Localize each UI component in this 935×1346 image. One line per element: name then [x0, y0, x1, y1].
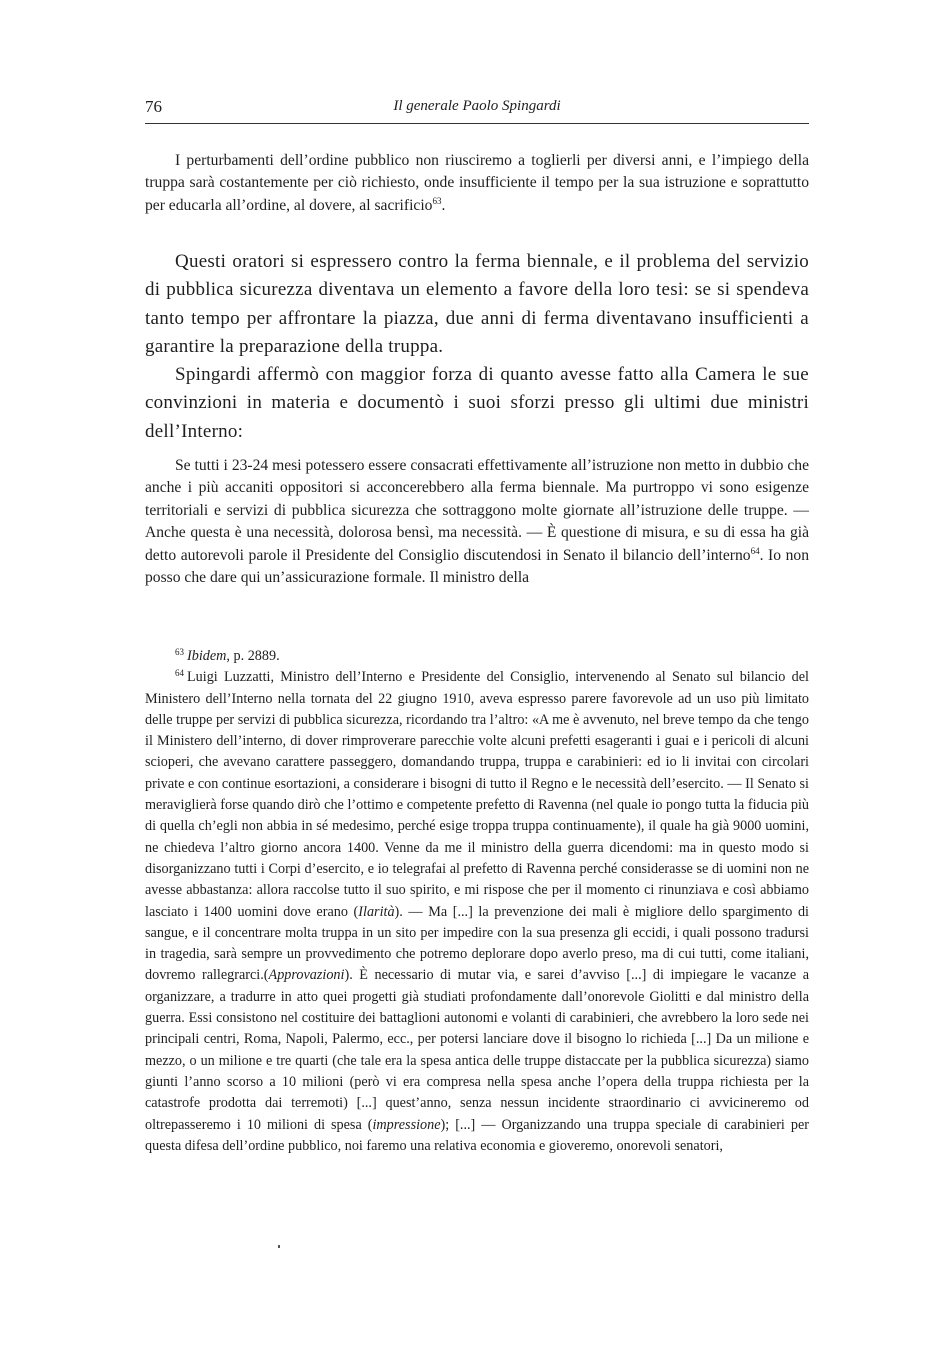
footnote-text: ); [...] — Organizzando una truppa speciale di carabinieri per questa difesa dell’ordine pubblico, noi faremo una relativa economia e gioveremo, onorevoli senatori, — [145, 1116, 809, 1154]
block-quote-2 — [145, 455, 809, 589]
footnote-text: ). È necessario di mutar via, e sarei d’avviso [...] di impiegare le vacanze a organizzare, a tradurre in atto quei progetti già studiati profondamente dall’onorevole Giolitti e dal ministro della guerra. Essi consistono nel costituire dei battaglioni autonomi e volanti di carabinieri, che avrebbero la loro sede nei principali centri, Roma, Napoli, Palermo, ecc., per potersi lanciare dove il bisogno lo richieda [...] Da un milione e mezzo, o un milione e tre quarti (che tale era la spesa antica delle truppe distaccate per la pubblica sicurezza) siamo giunti l’anno scorso a 10 milioni (però vi era compresa nella spesa anche l’opera della truppa richiesta per la catastrofe prodotta dai terremoti) [...] quest’anno, senza nessun incidente straordinario ci avvicineremo od oltrepasseremo i 10 milioni di spesa ( — [145, 967, 809, 1133]
footnote-63 — [145, 646, 809, 667]
footnote-number: 63 — [175, 647, 184, 657]
footnote-text: ). — Ma [...] la prevenzione dei mali è migliore dello spargimento di sangue, e il concentrare molta truppa in un sito per impedire con la sua presenza gli eccidi, i quali possono tradursi in tragedia, sarà sempre un provvedimento che potremo deplorare dopo averlo preso, ma di cui tutti, come italiani, dovremo rallegrarci.( — [145, 903, 809, 984]
quote-end: . — [441, 196, 446, 214]
footnote-text: Luigi Luzzatti, Ministro dell’Interno e Presidente del Consiglio, intervenendo al Senato sul bilancio del Ministero dell’Interno nella tornata del 22 giugno 1910, aveva espresso parere favorevole ad un uso più limitato delle truppe per servizi di pubblica sicurezza, ricordando tra l’altro: «A me è avvenuto, nel breve tempo da che tengo il Ministero dell’interno, di dover rimproverare parecchie volte alcuni prefetti esageranti i guai e i pericoli di alcuni scioperi, che avevano carattere passeggero, domandando truppa, truppa e carabinieri: ed io li invitai con circolari private e con continue esortazioni, a considerare i bisogni di tutto il Regno e le necessità dell’esercito. — Il Senato si meraviglierà forse quando dirò che l’ottimo e competente prefetto di Ravenna (nel quale io pongo tutta la fiducia più di quella ch’egli non abbia in sé medesimo, perché esige troppa truppa continuamente), il quale ha già 9000 uomini, ne chiedeva l’altro giorno ancora 1400. Venne da me il ministro della guerra dicendomi: ma in questo modo si disorganizzano tutti i Corpi d’esercito, e io telegrafai al prefetto di Ravenna perché considerasse se di uomini non ne avesse abbastanza: allora raccolse tutto il suo spirito, e mi rispose che per il momento ci rinunziava e così abbiamo lasciato i 1400 uomini dove erano ( — [145, 669, 809, 920]
body-text — [145, 248, 809, 446]
block-quote-1 — [145, 150, 809, 217]
footnote-italic-approvazioni: Approvazioni — [268, 967, 345, 984]
footnote-number: 64 — [175, 668, 184, 679]
quote-paragraph — [145, 150, 809, 217]
footnote-italic-impressione: impressione — [372, 1116, 441, 1133]
footnote-64 — [145, 667, 809, 1157]
running-title: Il generale Paolo Spingardi — [393, 98, 561, 114]
quote-text: Se tutti i 23-24 mesi potessero essere consacrati effettivamente all’istruzione non metto in dubbio che anche i più accaniti oppositori si acconcerebbero alla ferma biennale. Ma purtroppo vi sono esigenze territoriali e servizi di pubblica sicurezza che sottraggono molte giornate all’istruzione delle truppe. — Anche questa è una necessità, dolorosa bensì, ma necessità. — È questione di misura, e su di essa ha già detto autorevoli parole il Presidente del Consiglio discutendosi in Senato il bilancio dell’interno — [145, 457, 809, 564]
quote-text-continued: . Io non posso che dare qui un’assicurazione formale. Il ministro della — [145, 546, 809, 587]
footnote-ref-64[interactable]: 64 — [750, 545, 760, 556]
footnote-text: , p. 2889. — [226, 648, 280, 664]
page-header — [145, 95, 809, 124]
quote-text: I perturbamenti dell’ordine pubblico non riusciremo a toglierli per diversi anni, e l’impiego della truppa sarà costantemente per ciò richiesto, onde insufficiente il tempo per la sua istruzione e soprattutto per educarla all’ordine, al dovere, al sacrificio — [145, 152, 809, 214]
footnote-italic-ilarita: Ilarità — [358, 903, 395, 920]
footnote-source-title: Ibidem — [187, 648, 227, 664]
scan-speck — [278, 1245, 280, 1248]
page-number: 76 — [145, 97, 162, 116]
quote-paragraph — [145, 455, 809, 589]
body-paragraph-2: Spingardi affermò con maggior forza di quanto avesse fatto alla Camera le sue convinzioni in materia e documentò i suoi sforzi presso gli ultimi due ministri dell’Interno: — [145, 364, 809, 442]
body-paragraph-1: Questi oratori si espressero contro la ferma biennale, e il problema del servizio di pubblica sicurezza diventava un elemento a favore della loro tesi: se si spendeva tanto tempo per affrontare la piazza, due anni di ferma diventavano insufficienti a garantire la preparazione della truppa. — [145, 251, 809, 357]
footnotes — [145, 646, 809, 1157]
footnote-ref-63[interactable]: 63 — [432, 195, 442, 206]
